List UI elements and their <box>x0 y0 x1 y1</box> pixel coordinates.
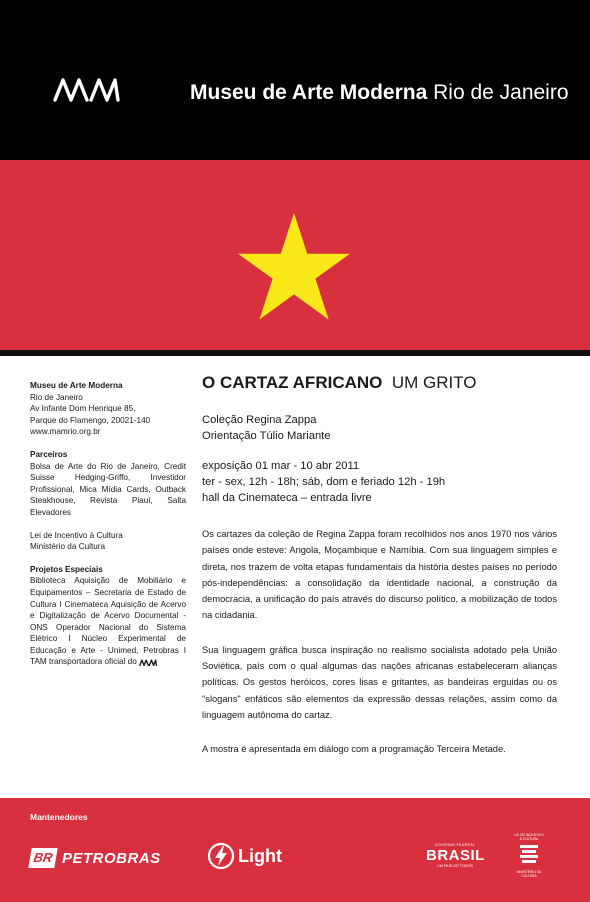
special-projects-block <box>30 564 186 668</box>
collection-line: Coleção Regina Zappa <box>202 414 317 426</box>
lightning-bolt-icon <box>207 842 235 870</box>
incentive-law-block <box>30 530 186 553</box>
incentive-law-line: Lei de Incentivo à Cultura <box>30 530 123 540</box>
main-content <box>202 372 557 776</box>
museum-title-city: Rio de Janeiro <box>433 81 569 104</box>
petrobras-br-badge: BR <box>28 848 58 868</box>
petrobras-logo <box>30 845 161 871</box>
address-name: Museu de Arte Moderna <box>30 381 123 390</box>
opening-hours: ter - sex, 12h - 18h; sáb, dom e feriado 12h - 19h <box>202 476 446 488</box>
minc-top-text: LEI DE INCENTIVO À CULTURA <box>514 833 544 841</box>
address-line: Av Infante Dom Henrique 85, <box>30 404 136 414</box>
body-paragraph: A mostra é apresentada em diálogo com a programação Terceira Metade. <box>202 744 506 755</box>
schedule-block <box>202 458 557 506</box>
body-paragraph: Sua linguagem gráfica busca inspiração no realismo socialista adotado pela União Soviética, país com o qual algumas das nações africanas estabeleceram alianças políticas. Os gestos heróicos, cores lisas e gritantes, as bandeiras erguidas ou os "slogans" enfáticos são elementos da expressão dessas relações, assim como da linguagem autônoma do cartaz. <box>202 644 557 720</box>
curator-line: Orientação Túlio Mariante <box>202 430 331 442</box>
minc-logo <box>514 833 544 878</box>
exhibition-title <box>202 372 557 394</box>
website-link[interactable]: www.mamrio.org.br <box>30 427 101 437</box>
incentive-law-line: Ministério da Cultura <box>30 542 106 552</box>
mam-logo-icon <box>139 659 157 666</box>
star-icon <box>238 213 350 320</box>
venue-line: hall da Cinemateca – entrada livre <box>202 492 372 504</box>
minc-bottom-text: MINISTÉRIO DA CULTURA <box>516 870 542 878</box>
brasil-wordmark: BRASIL <box>426 847 485 864</box>
address-block <box>30 380 186 438</box>
museum-title <box>190 80 569 106</box>
address-line: Rio de Janeiro <box>30 392 83 402</box>
brasil-top-text: GOVERNO FEDERAL <box>434 843 476 847</box>
sponsors-label: Mantenedores <box>30 812 88 822</box>
partners-heading: Parceiros <box>30 449 68 459</box>
exhibition-dates: exposição 01 mar - 10 abr 2011 <box>202 460 360 472</box>
brasil-tagline: UM PAÍS DE TODOS <box>436 864 474 868</box>
exhibition-title-sub: UM GRITO <box>391 373 477 392</box>
flag-bottom-stripe <box>0 350 590 356</box>
brasil-government-logo <box>426 843 484 869</box>
special-projects-body: Biblioteca Aquisição de Mobiliário e Equipamentos – Secretaria de Estado de Cultura I Cinemateca Aquisição de Acervo e Digitalização de Acervo Documental - ONS Operador Nacional do Sistema Elétrico I Núcleo Experimental de Educação e Arte - Unimed, Petrobras I TAM transportadora oficial do <box>30 576 186 667</box>
museum-title-bold: Museu de Arte Moderna <box>190 81 428 104</box>
sidebar <box>30 380 186 679</box>
mam-logo-icon <box>52 76 120 102</box>
address-line: Parque do Flamengo, 20021-140 <box>30 415 151 425</box>
petrobras-wordmark: PETROBRAS <box>62 849 161 867</box>
light-logo <box>207 842 282 870</box>
credits-block <box>202 412 557 444</box>
culture-ministry-icon <box>518 843 540 865</box>
special-projects-text <box>30 575 186 668</box>
partners-text: Bolsa de Arte do Rio de Janeiro, Credit Suisse Hedging-Griffo, Investidor Profissional, Mica Mídia Cards, Outback Steakhouse, Revista Piauí, Salta Elevadores <box>30 461 186 517</box>
light-wordmark: Light <box>238 845 282 866</box>
special-projects-heading: Projetos Especiais <box>30 564 103 574</box>
exhibition-title-main: O CARTAZ AFRICANO <box>202 373 383 392</box>
body-paragraph: Os cartazes da coleção de Regina Zappa foram recolhidos nos anos 1970 nos vários países onde esteve: Angola, Moçambique e Namíbia. Com sua linguagem simples e direta, nos trazem de volta etapas fundamentais da história destes países no período pós-independências: a consolidação da identidade nacional, a construção da democracia, a unificação do país através do discurso político, a mobilização de todos na cidadania. <box>202 529 557 621</box>
partners-block <box>30 449 186 519</box>
